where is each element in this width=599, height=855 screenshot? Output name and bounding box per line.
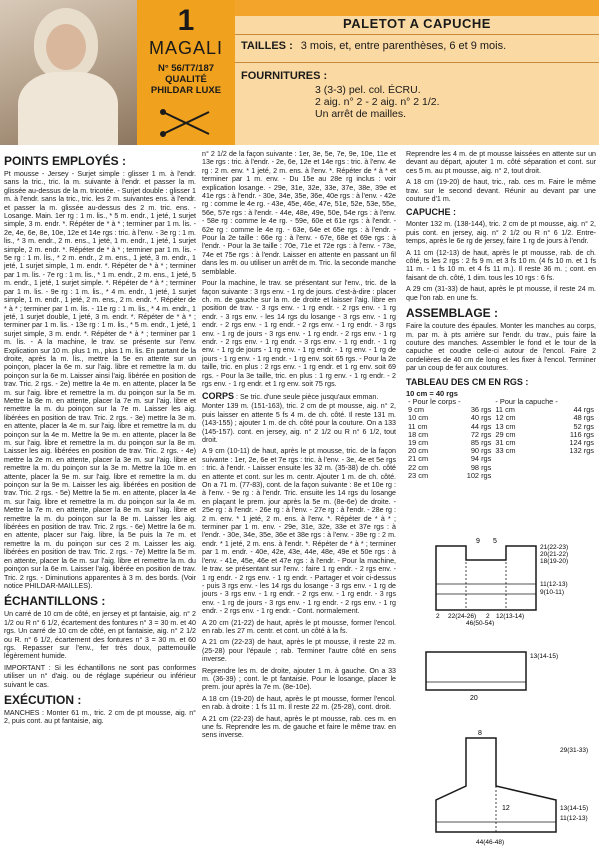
quality-line-1: QUALITÉ [165,74,207,85]
important-text: IMPORTANT : Si les échantillons ne sont pas conformes utiliser un n° d'aig. ou de réglage supérieur ou inférieur suivant le cas. [4,663,196,689]
tableau-row [406,455,596,463]
echantillon-text: Un carré de 10 cm de côté, en jersey et pt fantaisie, aig. n° 2 1/2 ou R n° 6 1/2, écartement des fontures n° 3 = 30 m. et 40 rgs. Un carré de 10 cm de côté, en pt fantaisie, aig. n° 2 1/2 ou R. n° 6 1/2, écartement des fontures n° 3 = 30 m. et 60 rgs. Repasser sur l'env., fer très doux, pattemouille légèrement humide. [4,610,196,661]
devant-text-1: Reprendre les 4 m. de pt mousse laissées en attente sur un devant au départ, ajouter 1 m. côté séparation et cont. sur ces 5 m. au pt mousse, aig. n° 2, tout droit. [406,150,596,175]
tableau-cell: 29 cm [495,429,516,439]
tableau-cell: 124 rgs [569,437,594,447]
diagram-manche [406,648,596,704]
tableau-head-corps: - Pour le corps - [408,396,461,406]
manches-text: MANCHES : Monter 61 m., tric. 2 cm de pt mousse, aig. n° 2, puis cont. au pt fantaisie, aig. [4,708,196,726]
corps-text-4: A 21 cm (22-23) de haut, après le pt mousse, il reste 22 m. (25-28) pour l'épaule ; rab. Terminer l'autre côté en sens inverse. [202,638,396,664]
d2-bottom: 20 [470,695,478,702]
tableau-cell: 31 cm [495,437,516,447]
diagram-corps-svg [406,536,596,626]
pattern-title: PALETOT A CAPUCHE [343,16,491,31]
tableau-cell: 85 rgs [470,437,492,447]
d3-bottom: 44(46-48) [476,839,505,846]
capuche-text-1: Monter 132 m. (138-144), tric. 2 cm de pt mousse, aig. n° 2, puis cont. en jersey, aig. n° 2 1/2 ou R n° 6 1/2. Entre-temps, après le 6e rg de jersey, faire 1 rg de jours à l'endr. [406,220,596,246]
fournitures-line-3: Un arrêt de mailles. [315,108,407,120]
diagram-corps [406,536,596,626]
tableau-cell [540,455,596,463]
corps-text-5: Reprendre les m. de droite, ajouter 1 m. à gauche. On a 33 m. (36-39) ; cont. le pt fantaisie. Pour le losange, placer le prem. jour après la 7e m. (8e-10e). [202,666,396,692]
points-text: Pt mousse - Jersey - Surjet simple : glisser 1 m. à l'endr. sans la tric., tric. la m. suivante à l'endr. et passer la m. glissée au-dessus de la m. tricotée. - Surjet double : glisser 1 m. à l'endr. sans la tric., tric. les 2 m. suivantes ens. à l'endr. et passer la m. glissée au-dessus des 2 m. tric. ens. - Losange. Main. 1er rg : 1 m. lis., * 5 m. endr., 1 jeté, 1 surjet simple, 3 m. endr. *. Répéter de * à * ; terminer par 1 m. lis. - 2e, 4e, 6e, 8e, 10e, 12e et 14e rgs : tric. à l'env. - 3e rg : 1 m. lis., * 3 m. endr., 2 m. ens., 1 jeté, 1 m. endr., 1 jeté, 1 surjet simple, 2 m. endr. *. Répéter de * à * ; terminer par 1 m. lis. - 5e rg : 1 m. lis., * 2 m. endr., 2 m. ens., 1 jeté, 3 m. endr., 1 jeté, 1 surjet simple, 1 m. endr. *. Répéter de * à * ; terminer par 1 m. lis. - 7e rg : 1 m. lis., * 1 m. endr., 2 m. ens., 1 jeté, 5 m. endr., 1 jeté, 1 surjet simple. *. Répéter de * à * ; terminer par 1 m. lis. - 9e rg : 1 m. lis., * 4 m. endr., 1 jeté, 1 surjet simple, 1 m. endr., 1 jeté, 2 m. ens., 2 m. endr. *. Répéter de * à * ; terminer par 1 m. lis. - 11e rg : 1 m. lis., * 4 m. endr., 1 jeté, 1 surjet double, 1 jeté, 3 m. endr. *. Répéter de * à * ; terminer par 1 m. lis. - 13e rg : 1 m. lis., * 5 m. endr., 1 jeté, 1 surjet simple, 3 m. endr. *. Répéter de * à * ; terminer par 1 m. lis. - A la machine, le trav. se présente sur l'env. Explication sur 10 m. plus 1 m., plus 1 m. lis. En partant de la droite, après la m. lis., mettre la 5e en attente sur un poinçon, placer la 6e m. sur l'aig. libre et remettre la m. du poinçon sur la 6e m. Laisser ainsi l'aig. libérée en position de trav. Tric. 2 rgs. - 2e) mettre la 4e m. en attente, placer la 5e m. sur l'aig. libre et remettre la m. du poinçon sur la 5e m. Mettre la 8e m. en attente, placer la 7e m. sur l'aig. libre et remettre la m. du poinçon sur la 7e m. Laisser les aig. libérées en position de trav. Tric. 2 rgs. - 3e) mettre la 3e m. en attente, placer la 4e m. sur l'aig. libre et remettre la m. du poinçon sur la 4e m. Mettre la 9e m. en attente, placer la 8e m. sur l'aig. libre et remettre la m. du poinçon sur la 8e m. Laisser les aig. libérées en position de trav. Tric. 2 rgs. - 4e) mettre la 2e m. en attente, placer la 3e m. sur l'aig. libre et remettre la m. du poinçon sur la 3e m. Mettre la 10e m. en attente, placer la 9e m. sur l'aig. libre et remettre la m. du poinçon sur la 9e m. Laisser les aig. libérées en position de trav. Tric. 2 rgs. - 5e) Mettre la 5e m. en attente, placer la 4e m. sur l'aig. libre et remettre la m. du poinçon sur la 4e m. Mettre la 7e m. en attente, placer la 8e m. sur l'aig. libre et remettre la m. du poinçon sur la 8e m. Laisser les aig. libérées en position de trav. Tric. 2 rgs. - 6e) Mettre la 6e m. en attente, placer sur l'aig. libre, la 5e puis la 7e m. et remettre la m. du poinçon sur ces 2 m. Laisser les aig. libérées en position de trav. Tric. 2 rgs. - 7e) Mettre la 5e m. en attente, placer la 6e m. sur l'aig. libre et remettre la m. du poinçon sur la 6e m. Laisser l'aig. libérée en position de trav. Tric. 2 rgs. - Diminutions apparentes à 3 m. des bords. (Voir notice PHILDAR-MAILLES). [4,170,197,590]
fournitures-label: FOURNITURES : [241,70,328,82]
tableau-cell: 33 cm [495,446,516,456]
diagram-capuche [406,728,596,848]
tableau-cell: 48 rgs [573,413,594,423]
needles-icon [159,108,213,138]
photo-jacket [18,72,118,145]
tableau-cell: 132 rgs [569,446,594,456]
tableau-cell: 11 cm [408,421,428,431]
divider [235,62,599,63]
tableau-row [406,472,596,480]
baby-photo [0,0,137,145]
tableau-cm-rgs [406,398,596,480]
tableau-cell: 90 rgs [470,446,492,456]
model-title-block [137,0,235,145]
tableau-cell: 98 rgs [470,462,492,472]
tableau-cell [540,472,596,480]
tableau-cell: 22 cm [408,462,429,472]
tableau-cell: 102 rgs [466,470,492,480]
d1-bottom-3: 2 [486,613,490,620]
capuche-text-3: A 29 cm (31-33) de haut, après le pt mousse, il reste 24 m. que l'on rab. en une fs. [406,285,596,302]
corps-sub: : Se tric. d'une seule pièce jusqu'aux emman. [236,393,379,402]
tableau-cell [540,464,596,472]
corps-text-1: Monter 139 m. (151-163), tric. 2 cm de pt mousse, aig. n° 2, puis laisser en attente 5 fs 4 m. de ch. côté. Il reste 131 m. (143-155) ; ajouter 1 m. de ch. côté pour la couture. On a 133 (145-157). cont. en jersey, aig. n° 2 1/2 ou R n° 6 1/2, tout droit. [202,402,396,444]
column-3 [406,150,596,480]
tableau-cell: 52 rgs [573,421,594,431]
corps-text-2: A 9 cm (10-11) de haut, après le pt mousse, tric. de la façon suivante : 1er, 2e, 6e et 7e rgs : tric. à l'env. - 3e, 4e et 5e rgs : tric. à l'endr. - Laisser ensuite les 32 m. (35-38) de ch. côté en attente et cont. sur les m. centr. Ajouter 1 m. de ch. côté. On a 71 m. (77-83), cont. de la façon suivante : 8e et 10e rg : à l'env. - 9e rg : à l'endr. Tric. ensuite les 14 rgs du losange en plaçant le prem. jour après la 5e m. (8e-6e) de droite. - 25e rg : à l'endr. - 26e rg : à l'env. - 27e rg : à l'endr. - 28e rg : 2 m. env. * 1 jeté, 2 m. ens. à l'env. *. Répéter de * à * ; terminer par 1 m. env. - 29e, 31e, 32e, 33e et 37e rgs : à l'endr. - 30e, 34e, 35e, 36e et 38e rgs : à l'env. - 39e rg : 2 m. endr. * 1 jeté, 2 m. ens. à l'endr. *. Répéter de * à * ; terminer par 1 m. endr. - 40e, 42e, 43e, 44e, 48e, 49e et 50e rgs : à l'env. - 41e, 45e, 46e et 47e rgs : à l'endr. - Pour la machine, le trav. se présentant sur l'env. : faire 1 rg endr. - 2 rgs env. - 1 rg endr. - 2 rgs env. - 1 rg endr. - Partager et voir ci-dessus - puis 3 rgs env. - les 14 rgs du losange - 3 rgs env. - 1 rg de jours - 3 rgs env. - 1 rg endr. - 2 rgs env. - 1 rg endr. - 3 rgs env. - 1 rg de jours - 3 rgs env. - 1 rg endr. - 2 rgs env. - 1 rg endr. - 2 rgs env. - 1 rg endr. - Cont. normalement. [202,447,396,616]
tableau-cell: 12 cm [495,413,516,423]
model-ref: N° 56/T7/187 [157,63,215,74]
tableau-cell: 9 cm [408,405,425,415]
tailles-label: TAILLES : [241,40,293,52]
tailles-value: 3 mois, et, entre parenthèses, 6 et 9 mois. [300,40,507,52]
d2-right: 13(14-15) [530,653,559,660]
d3-top: 8 [478,730,482,737]
tableau-cell: 18 cm [408,429,429,439]
divider [235,34,599,35]
corps-line [202,391,396,402]
column-1 [4,150,196,729]
heading-assemblage: ASSEMBLAGE : [406,306,499,321]
manches-cont: n° 2 1/2 de la façon suivante : 1er, 3e, 5e, 7e, 9e, 10e, 11e et 13e rgs : tric. à l'endr. - 2e, 6e, 12e et 14e rgs : tric. à l'env. 4e rg : 2 m. env. * 1 jeté, 2 m. ens. à l'env. *. Répéter de * à * et terminer par 1 m. env. - Du 15e au 28e rg inclus : voir explication losange. - 29e, 31e, 32e, 33e, 37e, 38e, 39e et 41e rgs : à l'endr. - 30e, 34e, 35e, 36e, 40e rgs : à l'env. - 42e rg : comme le 4e rg. - 43e, 45e, 46e, 47e, 51e, 52e, 53e, 55e, 56e, 57e rgs : à l'endr. - 44e, 48e, 49e, 50e, 54e rgs : à l'env. - 58e rg : comme le 4e rg. - 59e, 60e et 61e rgs : à l'endr. - 62e rg : comme le 4e rg. - 63e, 64e et 65e rgs : à l'endr. - Pour la 2e taille : 66e rg : à l'env. - 67e, 68e et 69e rgs : à l'endr. - Pour la 3e taille : 70e, 71e et 72e rgs : à l'env. - 73e, 74e et 75e rgs : à l'endr. Laisser en attente en passant un fil dans les m. ou utiliser un arrêt de m. Tric. la seconde manche semblable. [202,150,396,276]
tableau-cell: 40 rgs [470,413,492,423]
d1-right-2: 20(21-22) [540,551,569,558]
diagram-manche-svg [406,648,596,704]
assemblage-text: Faire la couture des épaules. Monter les manches au corps, m. par m. à pts arrière sur l'endr. du trav., puis faire la couture des manches. Assembler le fond et le tour de la capuche et coudre celle-ci autour de l'encol. Faire 2 cordelières de 40 cm de long et les fixer à l'encol. Terminer par un coup de fer aux coutures. [406,322,596,373]
tableau-cell: 20 cm [408,446,429,456]
photo-face [46,24,86,70]
machine-text: Pour la machine, le trav. se présentant sur l'env., tric. de la façon suivante : 3 rgs env. - 1 rg de jours. c'est-à-dire : placer ch. m. de gauche sur la m. de droite et laisser l'aig. libre en position de trav. - 3 rgs env. - 1 rg endr. - 2 rgs env. - 1 rg endr. - 3 rgs env. - les 14 rgs du losange - 3 rgs env. - 1 rg endr. - 2 rgs env. - 1 rg endr. - 2 rgs env. - 1 rg endr. - 3 rgs env. - 1 rg de jours - 3 rgs env. - 1 rg endr. - 2 rgs env. - 1 rg endr. - 2 rgs env. - 1 rg endr. - 3 rgs env. - 1 rg endr. - 1 rg env. - 1 rg de jours - 1 rg env. - 1 rg endr. - 1 rg env. - 1 rg de jours - 1 rg env. - 1 rg endr. - 1 rg env. soit 65 rgs. - Pour la 2e taille, tric. en plus : 2 rgs env. - 1 rg endr. et 1 rg env. soit 69 rgs. - Pour la 3e taille, tric. en plus : 1 rg env. - 1 rg endr. - 2 rgs env. - 1 rg endr. et 1 rg env. soit 75 rgs. [202,279,396,388]
tableau-cell: 23 cm [408,470,429,480]
tableau-cell: 11 cm [495,405,515,415]
tableau-row [406,464,596,472]
tableau-cell [493,472,540,480]
quality-line-2: PHILDAR LUXE [150,85,222,96]
d1-bottom-5: 46(50-54) [466,620,495,626]
tableau-cell [493,464,540,472]
tableau-cell: 44 rgs [573,405,594,415]
model-name: MAGALI [148,38,224,58]
tableau-cell: 21 cm [408,454,429,464]
corps-text-3: A 20 cm (21-22) de haut, après le pt mousse, former l'encol. en rab. les 27 m. centr. et cont. un côté à la fs. [202,618,396,635]
heading-echantillons: ÉCHANTILLONS : [4,594,106,609]
d1-right-3: 18(19-20) [540,558,569,565]
corps-text-7: A 21 cm (22-23) de haut, après le pt mousse, rab. ces m. en une fs. Reprendre les m. de gauche et faire le même trav. en sens inverse. [202,714,396,740]
d1-bottom-2: 22(24-26) [448,613,477,620]
heading-capuche: CAPUCHE : [406,207,457,218]
d1-right-4: 11(12-13) [540,581,568,588]
heading-execution: EXÉCUTION : [4,692,82,707]
d1-top-1: 9 [476,538,480,545]
d1-right-1: 21(22-23) [540,544,569,551]
fournitures-line-2: 2 aig. n° 2 - 2 aig. n° 2 1/2. [315,96,440,108]
corps-text-6: A 18 cm (19-20) de haut, après le pt mousse, former l'encol. en rab. à droite : 1 fs 11 m. Il reste 22 m. (25-28), cont. droit. [202,694,396,712]
tableau-cell: 116 rgs [569,429,594,439]
d3-right-2: 13(14-15) [560,805,589,812]
tableau-cell [493,455,540,463]
tableau-cell: 13 cm [495,421,516,431]
d3-mid: 12 [502,805,510,812]
tableau-subtitle: 10 cm = 40 rgs [406,388,458,398]
tableau-cell: 10 cm [408,413,429,423]
tableau-row [406,447,596,455]
diagram-capuche-svg [406,728,596,848]
heading-points: POINTS EMPLOYÉS : [4,154,127,168]
tableau-cell: 44 rgs [470,421,492,431]
tableau-cell: 19 cm [408,437,429,447]
tableau-head-capuche: - Pour la capuche - [495,396,558,406]
fournitures-line-1: 3 (3-3) pel. col. ÉCRU. [315,84,421,96]
model-number: 1 [177,4,195,37]
tableau-cell: 36 rgs [470,405,492,415]
tableau-cell: 72 rgs [470,429,492,439]
column-2 [202,150,396,743]
info-top-bar [235,0,599,16]
capuche-text-2: A 11 cm (12-13) de haut, après le pt mousse, rab. de ch. côté, ts les 2 rgs : 2 fs 9 m. et 3 fs 10 m. (4 fs 10 m. et 1 fs 11 m. - 1 fs 10 m. et 4 fs 11 m.). Il reste 36 m. ; cont. en faisant de ch. côté, 1 dim. tous les 10 rgs : 6 fs. [406,248,596,282]
devant-text-2: A 18 cm (19-20) de haut, tric., rab. ces m. Faire le même trav. sur le second devant. Réunir au devant par une couture d'1 m. [406,178,596,204]
page-header [0,0,599,145]
d1-bottom-1: 2 [436,613,440,620]
d1-top-2: 5 [493,538,497,545]
d3-right-1: 29(31-33) [560,747,589,754]
tailles-line [241,40,506,52]
d1-right-5: 9(10-11) [540,589,565,596]
d3-right-3: 11(12-13) [560,815,588,822]
tableau-cell: 94 rgs [470,454,492,464]
heading-tableau: TABLEAU DES CM EN RGS : [406,376,529,387]
heading-corps: CORPS [202,391,235,402]
info-block [235,0,599,145]
d1-bottom-4: 12(13-14) [496,613,525,620]
